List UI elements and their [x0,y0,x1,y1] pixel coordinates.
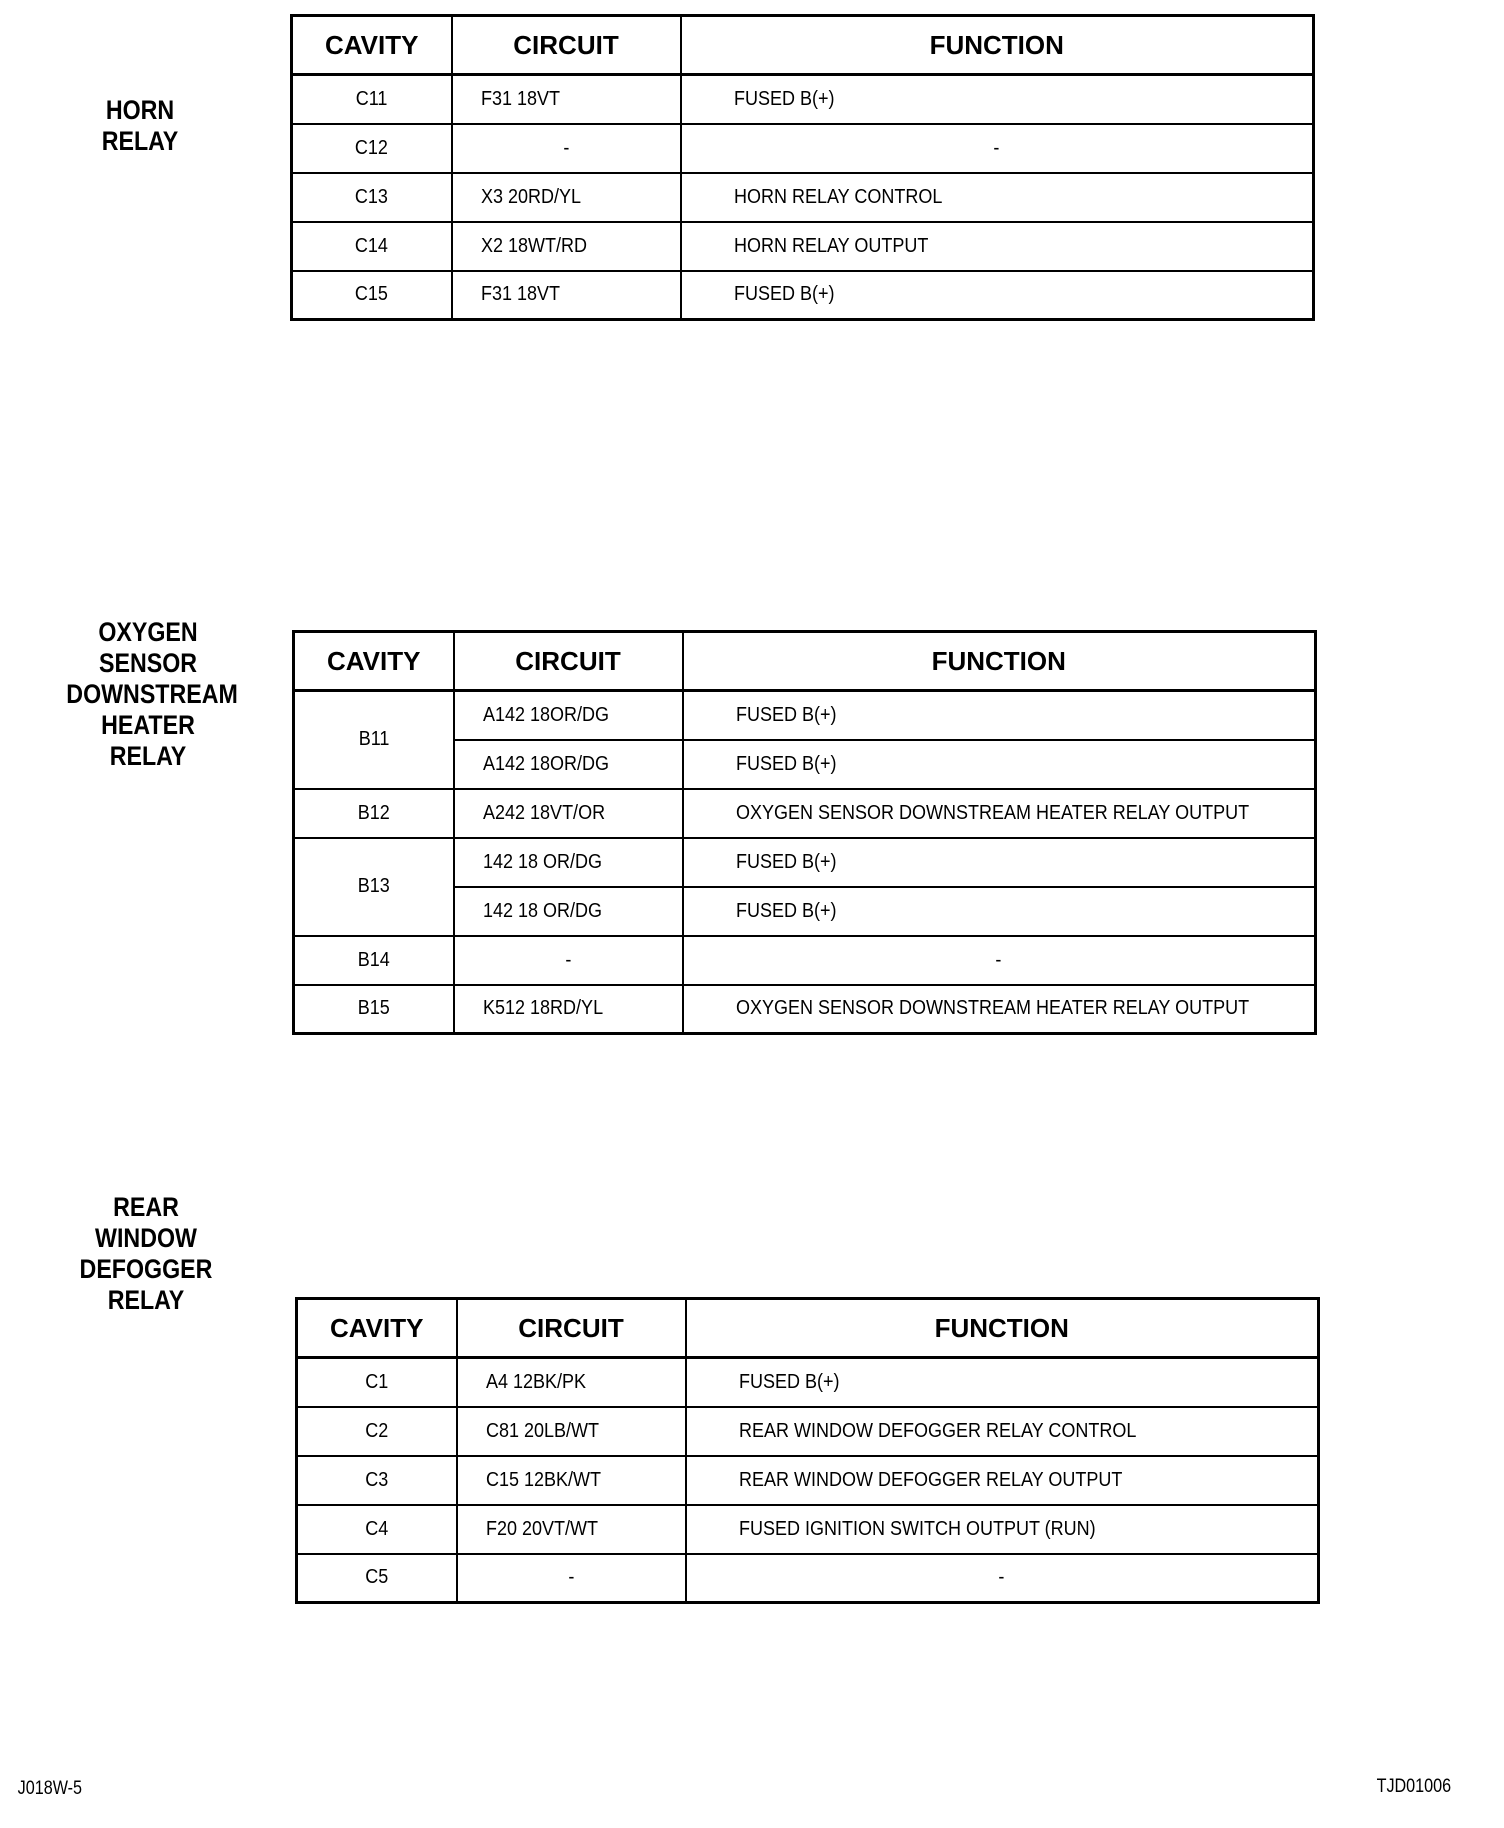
cavity-cell [292,173,452,222]
circuit-header: CIRCUIT [457,1299,686,1358]
cavity-text: C4 [365,1517,389,1540]
section-label-line: RELAY [109,741,187,771]
function-cell [681,75,1314,124]
cavity-text: B12 [357,801,390,824]
function-cell [681,222,1314,271]
function-text: HORN RELAY OUTPUT [733,234,928,257]
circuit-cell [457,1554,686,1603]
section-label-line: DEFOGGER [79,1254,213,1284]
table-row [292,222,1314,271]
circuit-cell [454,691,683,740]
cavity-cell [294,691,454,789]
function-text: OXYGEN SENSOR DOWNSTREAM HEATER RELAY OUTPUT [735,801,1249,824]
cavity-text: C15 [355,283,389,306]
cavity-cell [292,271,452,320]
cavity-text: C1 [365,1370,389,1393]
cavity-cell [294,936,454,985]
function-text: - [993,136,1000,159]
cavity-text: B11 [358,728,390,751]
table-row [294,838,1316,887]
cavity-header: CAVITY [292,16,452,75]
circuit-text: F31 18VT [480,283,560,306]
function-cell [683,936,1316,985]
function-cell [686,1505,1319,1554]
circuit-text: A4 12BK/PK [485,1370,586,1393]
section-label-line: REAR [113,1192,179,1222]
function-text: REAR WINDOW DEFOGGER RELAY OUTPUT [738,1468,1122,1491]
table-row [297,1456,1319,1505]
header-row [292,16,1314,75]
function-cell [681,124,1314,173]
cavity-text: C11 [355,87,388,110]
circuit-header: CIRCUIT [454,632,683,691]
cavity-cell [297,1456,457,1505]
section-label-line: OXYGEN [98,617,198,647]
figure-code-left: J018W-5 [17,1778,83,1799]
cavity-text: C2 [365,1419,389,1442]
circuit-cell [452,75,681,124]
cavity-cell [297,1554,457,1603]
cavity-cell [292,222,452,271]
circuit-cell [452,222,681,271]
circuit-text: A142 18OR/DG [482,752,609,775]
table-row [292,173,1314,222]
cavity-cell [297,1358,457,1407]
rear-window-defogger-relay-table [295,1297,1320,1604]
table-row [294,691,1316,740]
oxygen-sensor-downstream-heater-relay-label [66,617,238,772]
oxygen-sensor-relay-table [292,630,1317,1035]
circuit-text: X2 18WT/RD [480,234,587,257]
cavity-cell [297,1505,457,1554]
cavity-cell [292,124,452,173]
function-cell [683,838,1316,887]
circuit-text: C81 20LB/WT [485,1419,599,1442]
section-label-line: RELAY [101,126,179,156]
table-row [297,1505,1319,1554]
circuit-cell [457,1358,686,1407]
cavity-text: B15 [357,997,390,1020]
section-label-line: DOWNSTREAM [66,679,238,709]
horn-relay-table [290,14,1315,321]
cavity-text: C13 [355,185,389,208]
cavity-text: B14 [357,948,390,971]
circuit-text: A242 18VT/OR [482,801,605,824]
function-cell [686,1358,1319,1407]
circuit-text: X3 20RD/YL [480,185,581,208]
function-cell [686,1554,1319,1603]
section-label-line: RELAY [107,1285,185,1315]
function-header: FUNCTION [683,632,1316,691]
function-text: FUSED B(+) [735,899,837,922]
function-header: FUNCTION [681,16,1314,75]
function-text: OXYGEN SENSOR DOWNSTREAM HEATER RELAY OUTPUT [735,997,1249,1020]
function-cell [681,271,1314,320]
circuit-text: C15 12BK/WT [485,1468,601,1491]
cavity-header: CAVITY [297,1299,457,1358]
table-row [297,1407,1319,1456]
function-text: FUSED B(+) [733,283,835,306]
rear-window-defogger-relay-label [74,1192,218,1316]
cavity-text: C14 [355,234,389,257]
function-cell [686,1456,1319,1505]
section-label-line: WINDOW [95,1223,197,1253]
circuit-cell [452,173,681,222]
function-text: FUSED IGNITION SWITCH OUTPUT (RUN) [738,1517,1096,1540]
header-row [297,1299,1319,1358]
cavity-text: B13 [357,875,390,897]
function-cell [683,691,1316,740]
function-cell [683,985,1316,1034]
function-cell [683,740,1316,789]
function-text: FUSED B(+) [733,87,835,110]
function-text: FUSED B(+) [738,1370,840,1393]
function-text: FUSED B(+) [735,850,837,873]
circuit-text: - [562,136,569,159]
circuit-text: F20 20VT/WT [485,1517,598,1540]
table-row [297,1554,1319,1603]
function-text: HORN RELAY CONTROL [733,185,942,208]
circuit-text: 142 18 OR/DG [482,850,602,873]
table-row [297,1358,1319,1407]
function-cell [686,1407,1319,1456]
circuit-cell [452,271,681,320]
table-row [292,75,1314,124]
cavity-cell [294,838,454,936]
figure-code-right: TJD01006 [1376,1776,1452,1797]
circuit-cell [452,124,681,173]
circuit-cell [454,838,683,887]
circuit-cell [454,740,683,789]
function-text: - [998,1566,1005,1589]
circuit-text: - [567,1566,574,1589]
function-cell [681,173,1314,222]
cavity-text: C12 [355,136,389,159]
table-row [294,985,1316,1034]
function-header: FUNCTION [686,1299,1319,1358]
horn-relay-label [71,95,209,157]
cavity-cell [294,985,454,1034]
circuit-text: F31 18VT [480,87,560,110]
circuit-cell [457,1505,686,1554]
circuit-cell [454,936,683,985]
section-label-line: HEATER [101,710,195,740]
function-text: REAR WINDOW DEFOGGER RELAY CONTROL [738,1419,1136,1442]
circuit-text: 142 18 OR/DG [482,899,602,922]
circuit-text: K512 18RD/YL [482,997,603,1020]
cavity-text: C5 [365,1566,389,1589]
circuit-text: A142 18OR/DG [482,703,609,726]
function-text: FUSED B(+) [735,703,837,726]
cavity-cell [297,1407,457,1456]
function-text: - [995,948,1002,971]
circuit-cell [454,789,683,838]
section-label-line: HORN [105,95,175,125]
cavity-cell [294,789,454,838]
circuit-cell [457,1407,686,1456]
header-row [294,632,1316,691]
section-label-line: SENSOR [98,648,198,678]
function-cell [683,789,1316,838]
table-row [294,789,1316,838]
cavity-text: C3 [365,1468,389,1491]
function-text: FUSED B(+) [735,752,837,775]
circuit-cell [454,887,683,936]
circuit-cell [454,985,683,1034]
table-row [292,124,1314,173]
table-row [294,936,1316,985]
circuit-cell [457,1456,686,1505]
circuit-header: CIRCUIT [452,16,681,75]
cavity-cell [292,75,452,124]
circuit-text: - [564,948,571,971]
table-row [292,271,1314,320]
cavity-header: CAVITY [294,632,454,691]
function-cell [683,887,1316,936]
